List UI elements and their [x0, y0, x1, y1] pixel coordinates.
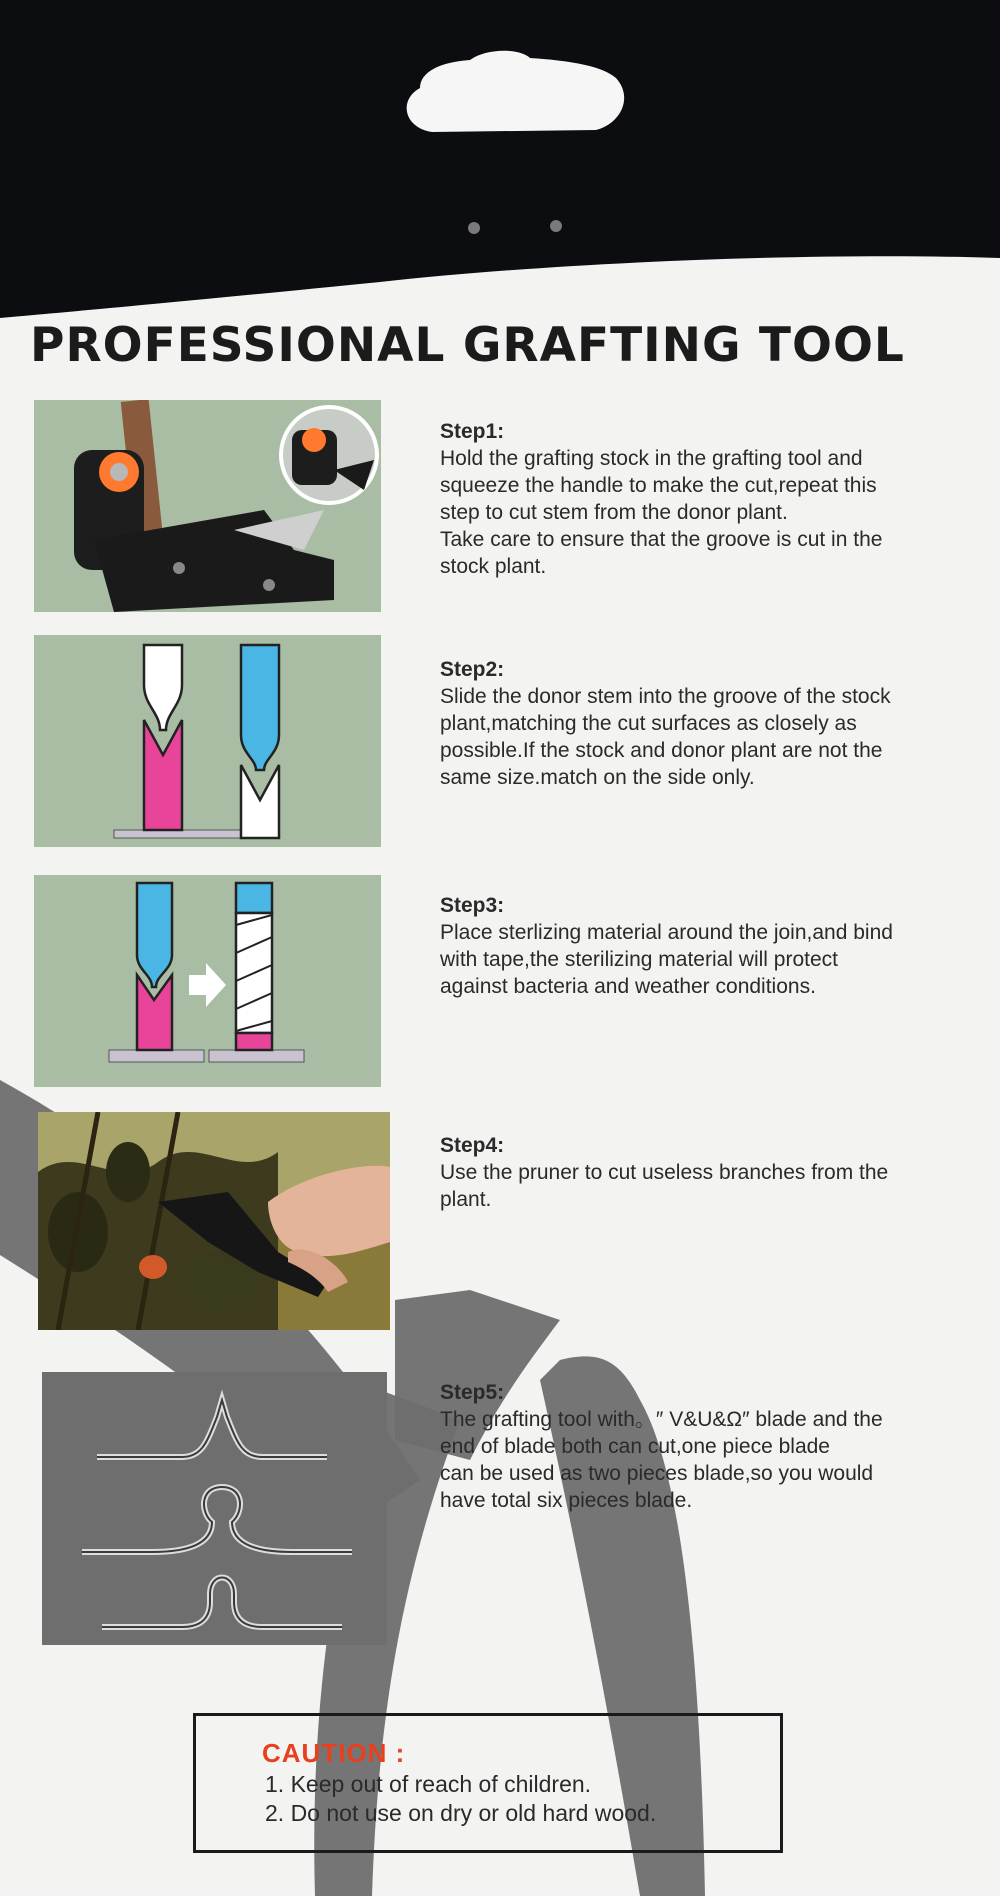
step2-body: Slide the donor stem into the groove of the stock plant,matching the cut surfaces as closely as possible.If the stock and donor plant are not the same size.match on the side only. — [440, 685, 891, 789]
step5-title: Step5: — [440, 1381, 505, 1404]
step3-title: Step3: — [440, 894, 505, 917]
step1-body: Hold the grafting stock in the grafting tool and squeeze the handle to make the cut,repeat this step to cut stem from the donor plant. Take care to ensure that the groove is cut in the stock plant. — [440, 447, 883, 578]
grafting-tool-photo — [34, 400, 381, 612]
step2-title: Step2: — [440, 658, 505, 681]
tape-binding-diagram — [34, 875, 381, 1087]
step3-image — [34, 875, 381, 1087]
step2-text — [440, 656, 960, 791]
blade-shapes-diagram — [42, 1372, 387, 1645]
header-speck — [550, 220, 562, 232]
step3-body: Place sterlizing material around the join,and bind with tape,the sterilizing material will protect against bacteria and weather conditions. — [440, 921, 893, 998]
pruning-photo — [38, 1112, 390, 1330]
step4-image — [38, 1112, 390, 1330]
header-speck — [468, 222, 480, 234]
caution-title: CAUTION : — [262, 1738, 406, 1768]
step5-image — [42, 1372, 387, 1645]
step2-image — [34, 635, 381, 847]
step4-body: Use the pruner to cut useless branches from the plant. — [440, 1161, 889, 1211]
step5-text — [440, 1379, 960, 1514]
stem-groove-diagram — [34, 635, 381, 847]
caution-item: 1. Keep out of reach of children. — [265, 1771, 592, 1797]
step4-title: Step4: — [440, 1134, 505, 1157]
step4-text — [440, 1132, 960, 1213]
step1-title: Step1: — [440, 420, 505, 443]
step1-text — [440, 418, 960, 580]
caution-item: 2. Do not use on dry or old hard wood. — [265, 1800, 657, 1826]
header-black-band — [0, 0, 1000, 318]
step5-body: The grafting tool with。″ V&U&Ω″ blade and the end of blade both can cut,one piece blade can be used as two pieces blade,so you would have total six pieces blade. — [440, 1408, 883, 1512]
step1-image — [34, 400, 381, 612]
page-title: PROFESSIONAL GRAFTING TOOL — [30, 318, 905, 373]
step3-text — [440, 892, 960, 1000]
